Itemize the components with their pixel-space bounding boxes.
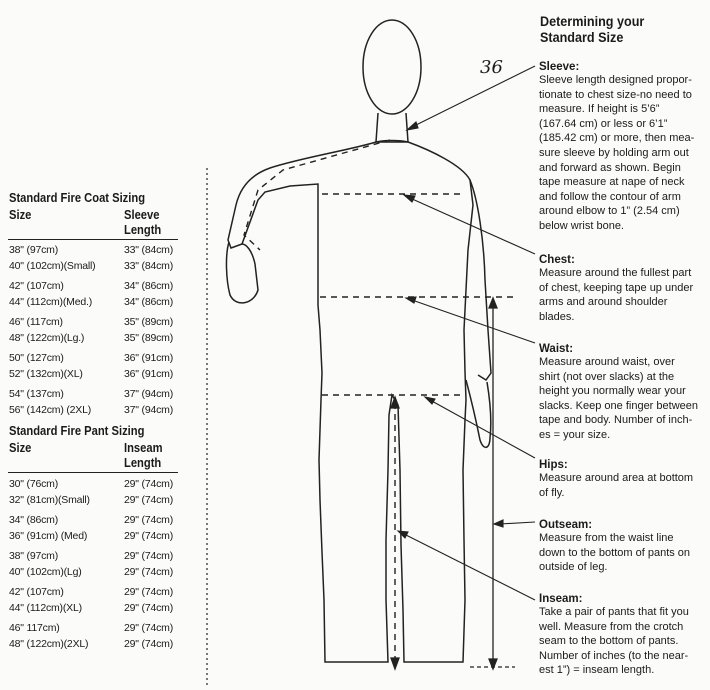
- outseam-heading: Outseam:: [539, 519, 593, 531]
- text-line: around elbow to 1” (2.54 cm): [539, 205, 680, 218]
- inseam-leader: [404, 534, 535, 600]
- body-outline: [228, 142, 473, 662]
- length-cell: 29" (74cm): [124, 550, 173, 562]
- length-cell: 29" (74cm): [124, 622, 173, 634]
- size-cell: 42" (107cm): [9, 280, 64, 292]
- text-line: es = your size.: [539, 428, 611, 441]
- section-inseam: [539, 593, 710, 678]
- length-cell: 37" (94cm): [124, 388, 173, 400]
- length-cell: 29" (74cm): [124, 530, 173, 542]
- length-cell: 29" (74cm): [124, 514, 173, 526]
- size-cell: 48" (122cm)(2XL): [9, 638, 89, 650]
- pant-table-title: Standard Fire Pant Sizing: [9, 423, 145, 438]
- size-cell: 52" (132cm)(XL): [9, 368, 83, 380]
- length-cell: 34" (86cm): [124, 280, 173, 292]
- inseam-text: [539, 605, 710, 678]
- text-line: below wrist bone.: [539, 219, 624, 232]
- text-line: seam to the bottom of pants.: [539, 635, 679, 648]
- size-cell: 48" (122cm)(Lg.): [9, 332, 85, 344]
- section-chest: [539, 254, 710, 324]
- text-line: (185.42 cm) or more, then mea-: [539, 132, 695, 145]
- text-line: Sleeve length designed propor-: [539, 74, 692, 86]
- hips-leader: [430, 400, 535, 458]
- hips-heading: Hips:: [539, 459, 568, 471]
- sleeve-leader: [412, 66, 535, 127]
- text-line: slacks. Keep one finger between: [539, 399, 698, 412]
- length-cell: 29" (74cm): [124, 602, 173, 614]
- left-hand-outline: [226, 242, 258, 303]
- coat-col-length: Length: [124, 222, 162, 237]
- text-line: and forward as shown. Begin: [539, 161, 681, 174]
- length-cell: 29" (74cm): [124, 566, 173, 578]
- right-hand-outline: [466, 380, 491, 447]
- pant-table-rule: [8, 472, 178, 473]
- text-line: (167.64 cm) or less or 6’1”: [539, 117, 668, 130]
- text-line: down to the bottom of pants on: [539, 546, 691, 559]
- sleeve-text: [539, 73, 710, 234]
- length-cell: 29" (74cm): [124, 478, 173, 490]
- length-cell: 34" (86cm): [124, 296, 173, 308]
- length-cell: 33" (84cm): [124, 260, 173, 272]
- text-line: shirt (not over slacks) at the: [539, 370, 675, 383]
- size-cell: 30" (76cm): [9, 478, 58, 490]
- length-cell: 29" (74cm): [124, 638, 173, 650]
- text-line: Measure from the waist line: [539, 532, 674, 544]
- length-cell: 33" (84cm): [124, 244, 173, 256]
- coat-col-sleeve: Sleeve: [124, 207, 160, 222]
- page-title: [540, 13, 644, 45]
- text-line: Number of inches (to the near-: [539, 649, 689, 662]
- waist-leader: [412, 300, 535, 343]
- size-cell: 34" (86cm): [9, 514, 58, 526]
- text-line: tape and body. Number of inch-: [539, 414, 693, 427]
- size-cell: 40" (102cm)(Small): [9, 260, 96, 272]
- size-cell: 38" (97cm): [9, 550, 58, 562]
- size-cell: 54" (137cm): [9, 388, 64, 400]
- size-cell: 40" (102cm)(Lg): [9, 566, 82, 578]
- text-line: tape measure at nape of neck: [539, 176, 685, 189]
- section-hips: [539, 459, 710, 500]
- text-line: well. Measure from the crotch: [539, 620, 684, 633]
- text-line: est 1”) = inseam length.: [539, 664, 655, 677]
- inseam-arrow-bottom: [391, 658, 399, 669]
- size-cell: 44" (112cm)(Med.): [9, 296, 92, 308]
- text-line: measure. If height is 5’6”: [539, 103, 660, 116]
- coat-table-title: Standard Fire Coat Sizing: [9, 190, 146, 205]
- text-line: arms and around shoulder: [539, 296, 668, 309]
- outseam-text: [539, 531, 710, 575]
- size-cell: 36" (91cm) (Med): [9, 530, 88, 542]
- size-cell: 50" (127cm): [9, 352, 64, 364]
- text-line: outside of leg.: [539, 561, 608, 574]
- title-line-1: Determining your: [540, 13, 645, 29]
- chest-heading: Chest:: [539, 254, 575, 266]
- sleeve-heading: Sleeve:: [539, 61, 580, 73]
- neck-outline: [376, 113, 408, 142]
- size-cell: 56" (142cm) (2XL): [9, 404, 92, 416]
- size-cell: 46" 117cm): [9, 622, 60, 634]
- text-line: Measure around waist, over: [539, 356, 675, 368]
- text-line: height you normally wear your: [539, 385, 686, 398]
- length-cell: 36" (91cm): [124, 368, 173, 380]
- title-line-2: Standard Size: [540, 29, 624, 45]
- length-cell: 35" (89cm): [124, 332, 173, 344]
- pant-col-length: Length: [124, 455, 162, 470]
- handwritten-note: 36: [480, 57, 503, 78]
- length-cell: 29" (74cm): [124, 494, 173, 506]
- size-cell: 46" (117cm): [9, 316, 63, 328]
- size-cell: 38" (97cm): [9, 244, 58, 256]
- text-line: Measure around area at bottom: [539, 472, 694, 484]
- text-line: Measure around the fullest part: [539, 267, 692, 279]
- pant-col-inseam: Inseam: [124, 440, 163, 455]
- coat-col-size: Size: [9, 207, 32, 222]
- length-cell: 37" (94cm): [124, 404, 173, 416]
- text-line: blades.: [539, 310, 575, 323]
- size-cell: 44" (112cm)(XL): [9, 602, 82, 614]
- head-outline: [363, 20, 421, 114]
- section-outseam: [539, 519, 710, 575]
- text-line: and follow the contour of arm: [539, 190, 681, 203]
- outseam-leader: [500, 522, 535, 524]
- section-sleeve: [539, 61, 710, 234]
- waist-text: [539, 355, 710, 443]
- inseam-heading: Inseam:: [539, 593, 583, 605]
- size-cell: 32" (81cm)(Small): [9, 494, 90, 506]
- waist-heading: Waist:: [539, 343, 574, 355]
- length-cell: 35" (89cm): [124, 316, 173, 328]
- chest-text: [539, 266, 710, 324]
- pant-sizing-table: [0, 0, 200, 690]
- length-cell: 29" (74cm): [124, 586, 173, 598]
- text-line: sure sleeve by holding arm out: [539, 146, 689, 159]
- size-cell: 42" (107cm): [9, 586, 64, 598]
- hips-text: [539, 471, 710, 500]
- section-waist: [539, 343, 710, 443]
- text-line: Take a pair of pants that fit you: [539, 606, 689, 618]
- text-line: of chest, keeping tape up under: [539, 281, 694, 294]
- text-line: tionate to chest size-no need to: [539, 88, 692, 101]
- outseam-arrow-top: [489, 298, 497, 308]
- pant-col-size: Size: [9, 440, 32, 455]
- length-cell: 36" (91cm): [124, 352, 173, 364]
- text-line: of fly.: [539, 486, 565, 499]
